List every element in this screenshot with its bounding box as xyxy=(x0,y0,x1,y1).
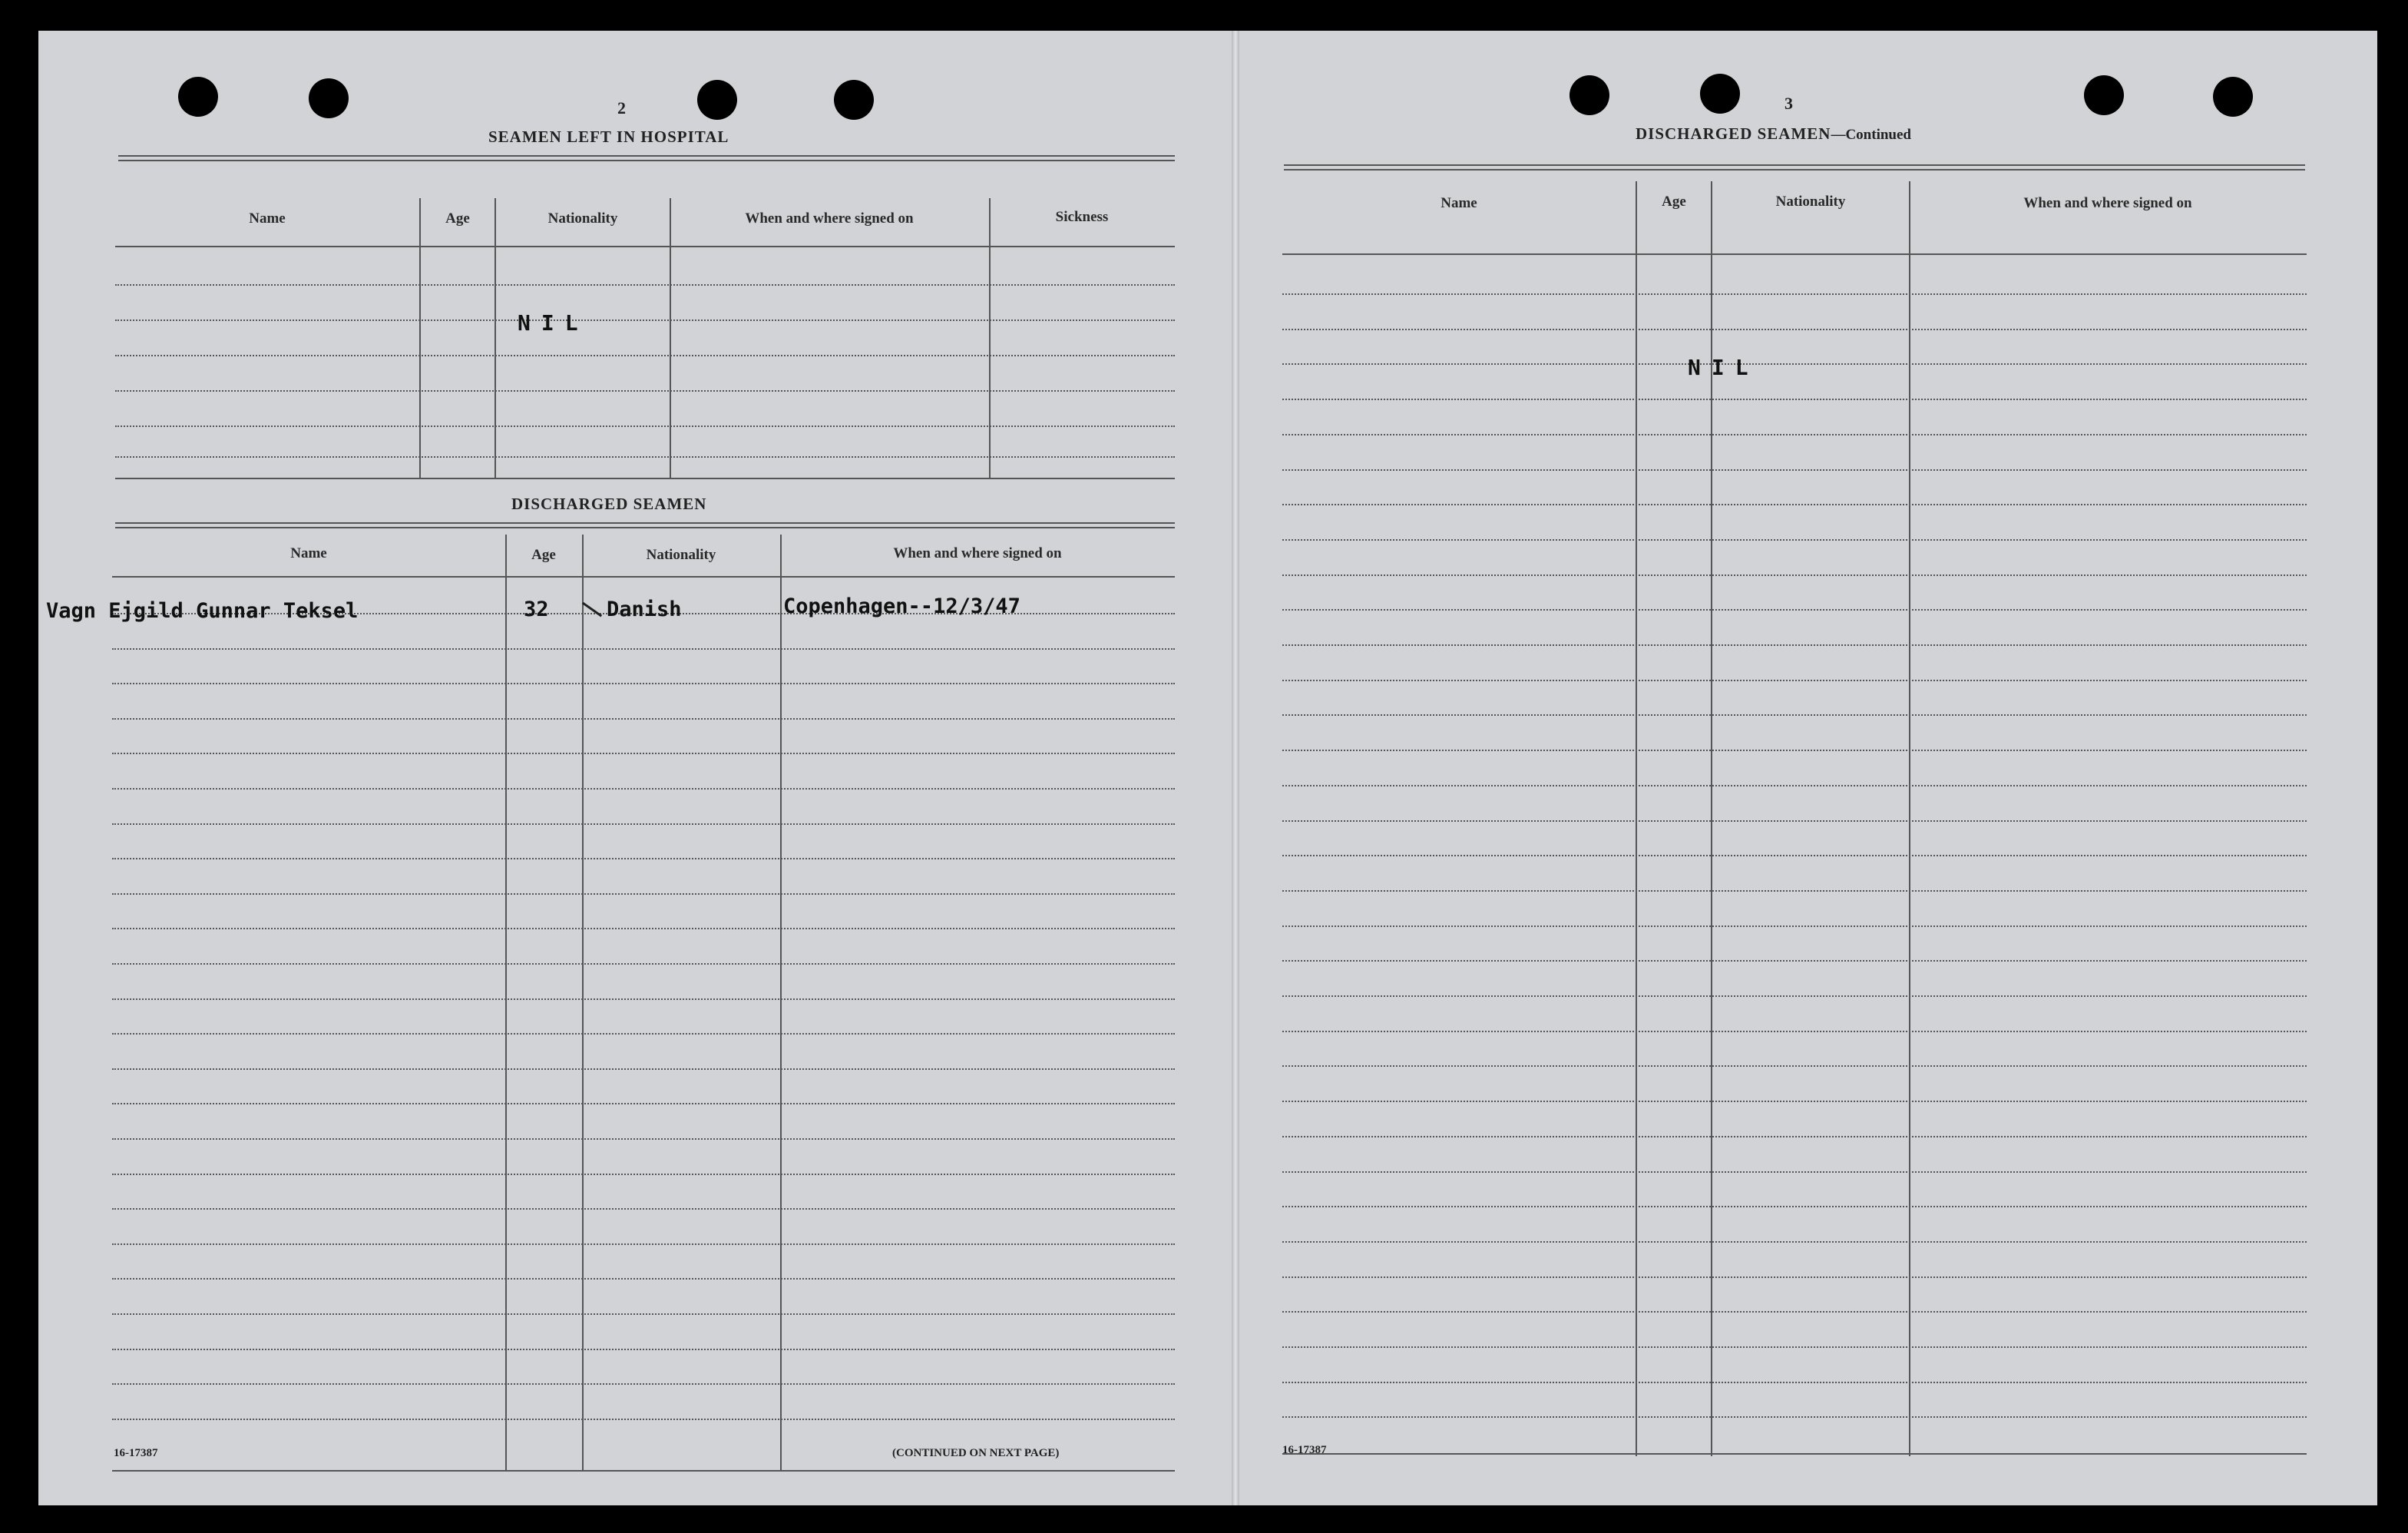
row-line xyxy=(112,1138,1175,1140)
discharged-row-signed-on: Copenhagen--12/3/47 xyxy=(783,594,1020,618)
row-line xyxy=(112,648,1175,650)
header-rule xyxy=(115,246,1175,247)
form-number: 16-17387 xyxy=(1282,1444,1327,1456)
row-line xyxy=(112,1103,1175,1104)
column-header-signed-on: When and where signed on xyxy=(893,545,1062,561)
table-bottom-rule xyxy=(1282,1453,2307,1455)
page-fold xyxy=(1232,31,1239,1505)
right-page xyxy=(1239,31,2377,1505)
section-rule xyxy=(1284,164,2305,171)
discharged-row-age: 32 xyxy=(524,598,549,621)
column-header-age: Age xyxy=(1662,194,1686,210)
row-line xyxy=(1282,855,2307,856)
hospital-nil-entry: NIL xyxy=(518,310,589,336)
column-divider xyxy=(989,198,991,478)
row-line xyxy=(1282,1065,2307,1067)
row-line xyxy=(112,1068,1175,1070)
row-line xyxy=(112,1419,1175,1420)
row-line xyxy=(1282,1382,2307,1383)
discharged-table xyxy=(46,530,1175,1475)
table-bottom-rule xyxy=(115,478,1175,479)
row-line xyxy=(112,683,1175,684)
row-line xyxy=(1282,434,2307,435)
row-line xyxy=(1282,750,2307,751)
row-line xyxy=(112,858,1175,859)
page-number: 2 xyxy=(617,98,626,118)
column-divider xyxy=(1909,181,1910,1456)
row-line xyxy=(115,355,1175,356)
row-line xyxy=(112,1174,1175,1175)
row-line xyxy=(1282,995,2307,997)
row-line xyxy=(115,456,1175,458)
column-header-nationality: Nationality xyxy=(646,547,716,563)
row-line xyxy=(112,1349,1175,1350)
row-line xyxy=(1282,820,2307,822)
discharged-row-name: Vagn Ejgild Gunnar Teksel xyxy=(46,599,359,623)
row-line xyxy=(112,823,1175,825)
column-header-age: Age xyxy=(445,210,470,227)
row-line xyxy=(112,1383,1175,1385)
row-line xyxy=(1282,785,2307,786)
row-line xyxy=(1282,1276,2307,1278)
column-divider xyxy=(1636,181,1637,1456)
section-rule xyxy=(115,522,1175,528)
hospital-table xyxy=(115,161,1175,484)
row-line xyxy=(1282,925,2307,927)
row-line xyxy=(115,425,1175,427)
row-line xyxy=(1282,574,2307,576)
row-line xyxy=(115,320,1175,321)
typed-mark xyxy=(582,602,602,618)
row-line xyxy=(112,718,1175,720)
row-line xyxy=(112,1033,1175,1035)
column-header-signed-on: When and where signed on xyxy=(2023,195,2192,211)
column-divider xyxy=(780,535,782,1472)
row-line xyxy=(112,928,1175,929)
row-line xyxy=(1282,329,2307,330)
row-line xyxy=(112,753,1175,754)
hospital-section-title: SEAMEN LEFT IN HOSPITAL xyxy=(488,127,729,146)
column-header-nationality: Nationality xyxy=(547,210,618,227)
row-line xyxy=(1282,714,2307,716)
column-divider xyxy=(419,198,421,478)
form-number: 16-17387 xyxy=(114,1447,158,1459)
row-line xyxy=(1282,609,2307,611)
row-line xyxy=(112,1313,1175,1315)
column-header-signed-on: When and where signed on xyxy=(745,210,914,227)
column-divider xyxy=(495,198,496,478)
row-line xyxy=(1282,1346,2307,1348)
column-header-name: Name xyxy=(1440,195,1477,211)
row-line xyxy=(1282,680,2307,681)
row-line xyxy=(115,284,1175,286)
row-line xyxy=(1282,293,2307,295)
row-line xyxy=(1282,1101,2307,1102)
row-line xyxy=(112,893,1175,895)
header-rule xyxy=(1282,253,2307,255)
right-nil-entry: NIL xyxy=(1688,355,1759,380)
column-divider xyxy=(582,535,584,1472)
title-suffix: —Continued xyxy=(1831,127,1911,143)
row-line xyxy=(1282,644,2307,646)
row-line xyxy=(112,998,1175,1000)
row-line xyxy=(112,963,1175,965)
discharged-continued-title xyxy=(1636,124,1911,144)
row-line xyxy=(1282,504,2307,505)
row-line xyxy=(1282,1206,2307,1207)
row-line xyxy=(112,1208,1175,1210)
discharged-row-nationality: Danish xyxy=(607,598,682,621)
row-line xyxy=(112,1278,1175,1280)
column-header-age: Age xyxy=(531,547,556,563)
row-line xyxy=(1282,363,2307,365)
row-line xyxy=(1282,1031,2307,1032)
section-rule xyxy=(118,155,1175,161)
column-header-name: Name xyxy=(249,210,286,227)
row-line xyxy=(1282,469,2307,471)
continued-note: (CONTINUED ON NEXT PAGE) xyxy=(892,1447,1060,1459)
table-bottom-rule xyxy=(112,1470,1175,1472)
row-line xyxy=(112,1243,1175,1245)
row-line xyxy=(1282,539,2307,541)
column-header-nationality: Nationality xyxy=(1775,194,1846,210)
discharged-continued-table xyxy=(1282,172,2307,1470)
title-text: DISCHARGED SEAMEN xyxy=(1636,124,1831,143)
row-line xyxy=(1282,1241,2307,1243)
row-line xyxy=(1282,1311,2307,1313)
row-line xyxy=(1282,890,2307,892)
column-header-sickness: Sickness xyxy=(1055,209,1109,225)
page-number: 3 xyxy=(1784,94,1793,113)
row-line xyxy=(112,788,1175,790)
row-line xyxy=(1282,1416,2307,1418)
discharged-section-title: DISCHARGED SEAMEN xyxy=(511,495,707,513)
column-header-name: Name xyxy=(290,545,327,561)
row-line xyxy=(1282,960,2307,962)
row-line xyxy=(115,390,1175,392)
row-line xyxy=(1282,399,2307,400)
header-rule xyxy=(112,576,1175,578)
column-divider xyxy=(505,535,507,1472)
row-line xyxy=(1282,1136,2307,1137)
column-divider xyxy=(670,198,671,478)
left-page xyxy=(38,31,1232,1505)
row-line xyxy=(1282,1171,2307,1173)
